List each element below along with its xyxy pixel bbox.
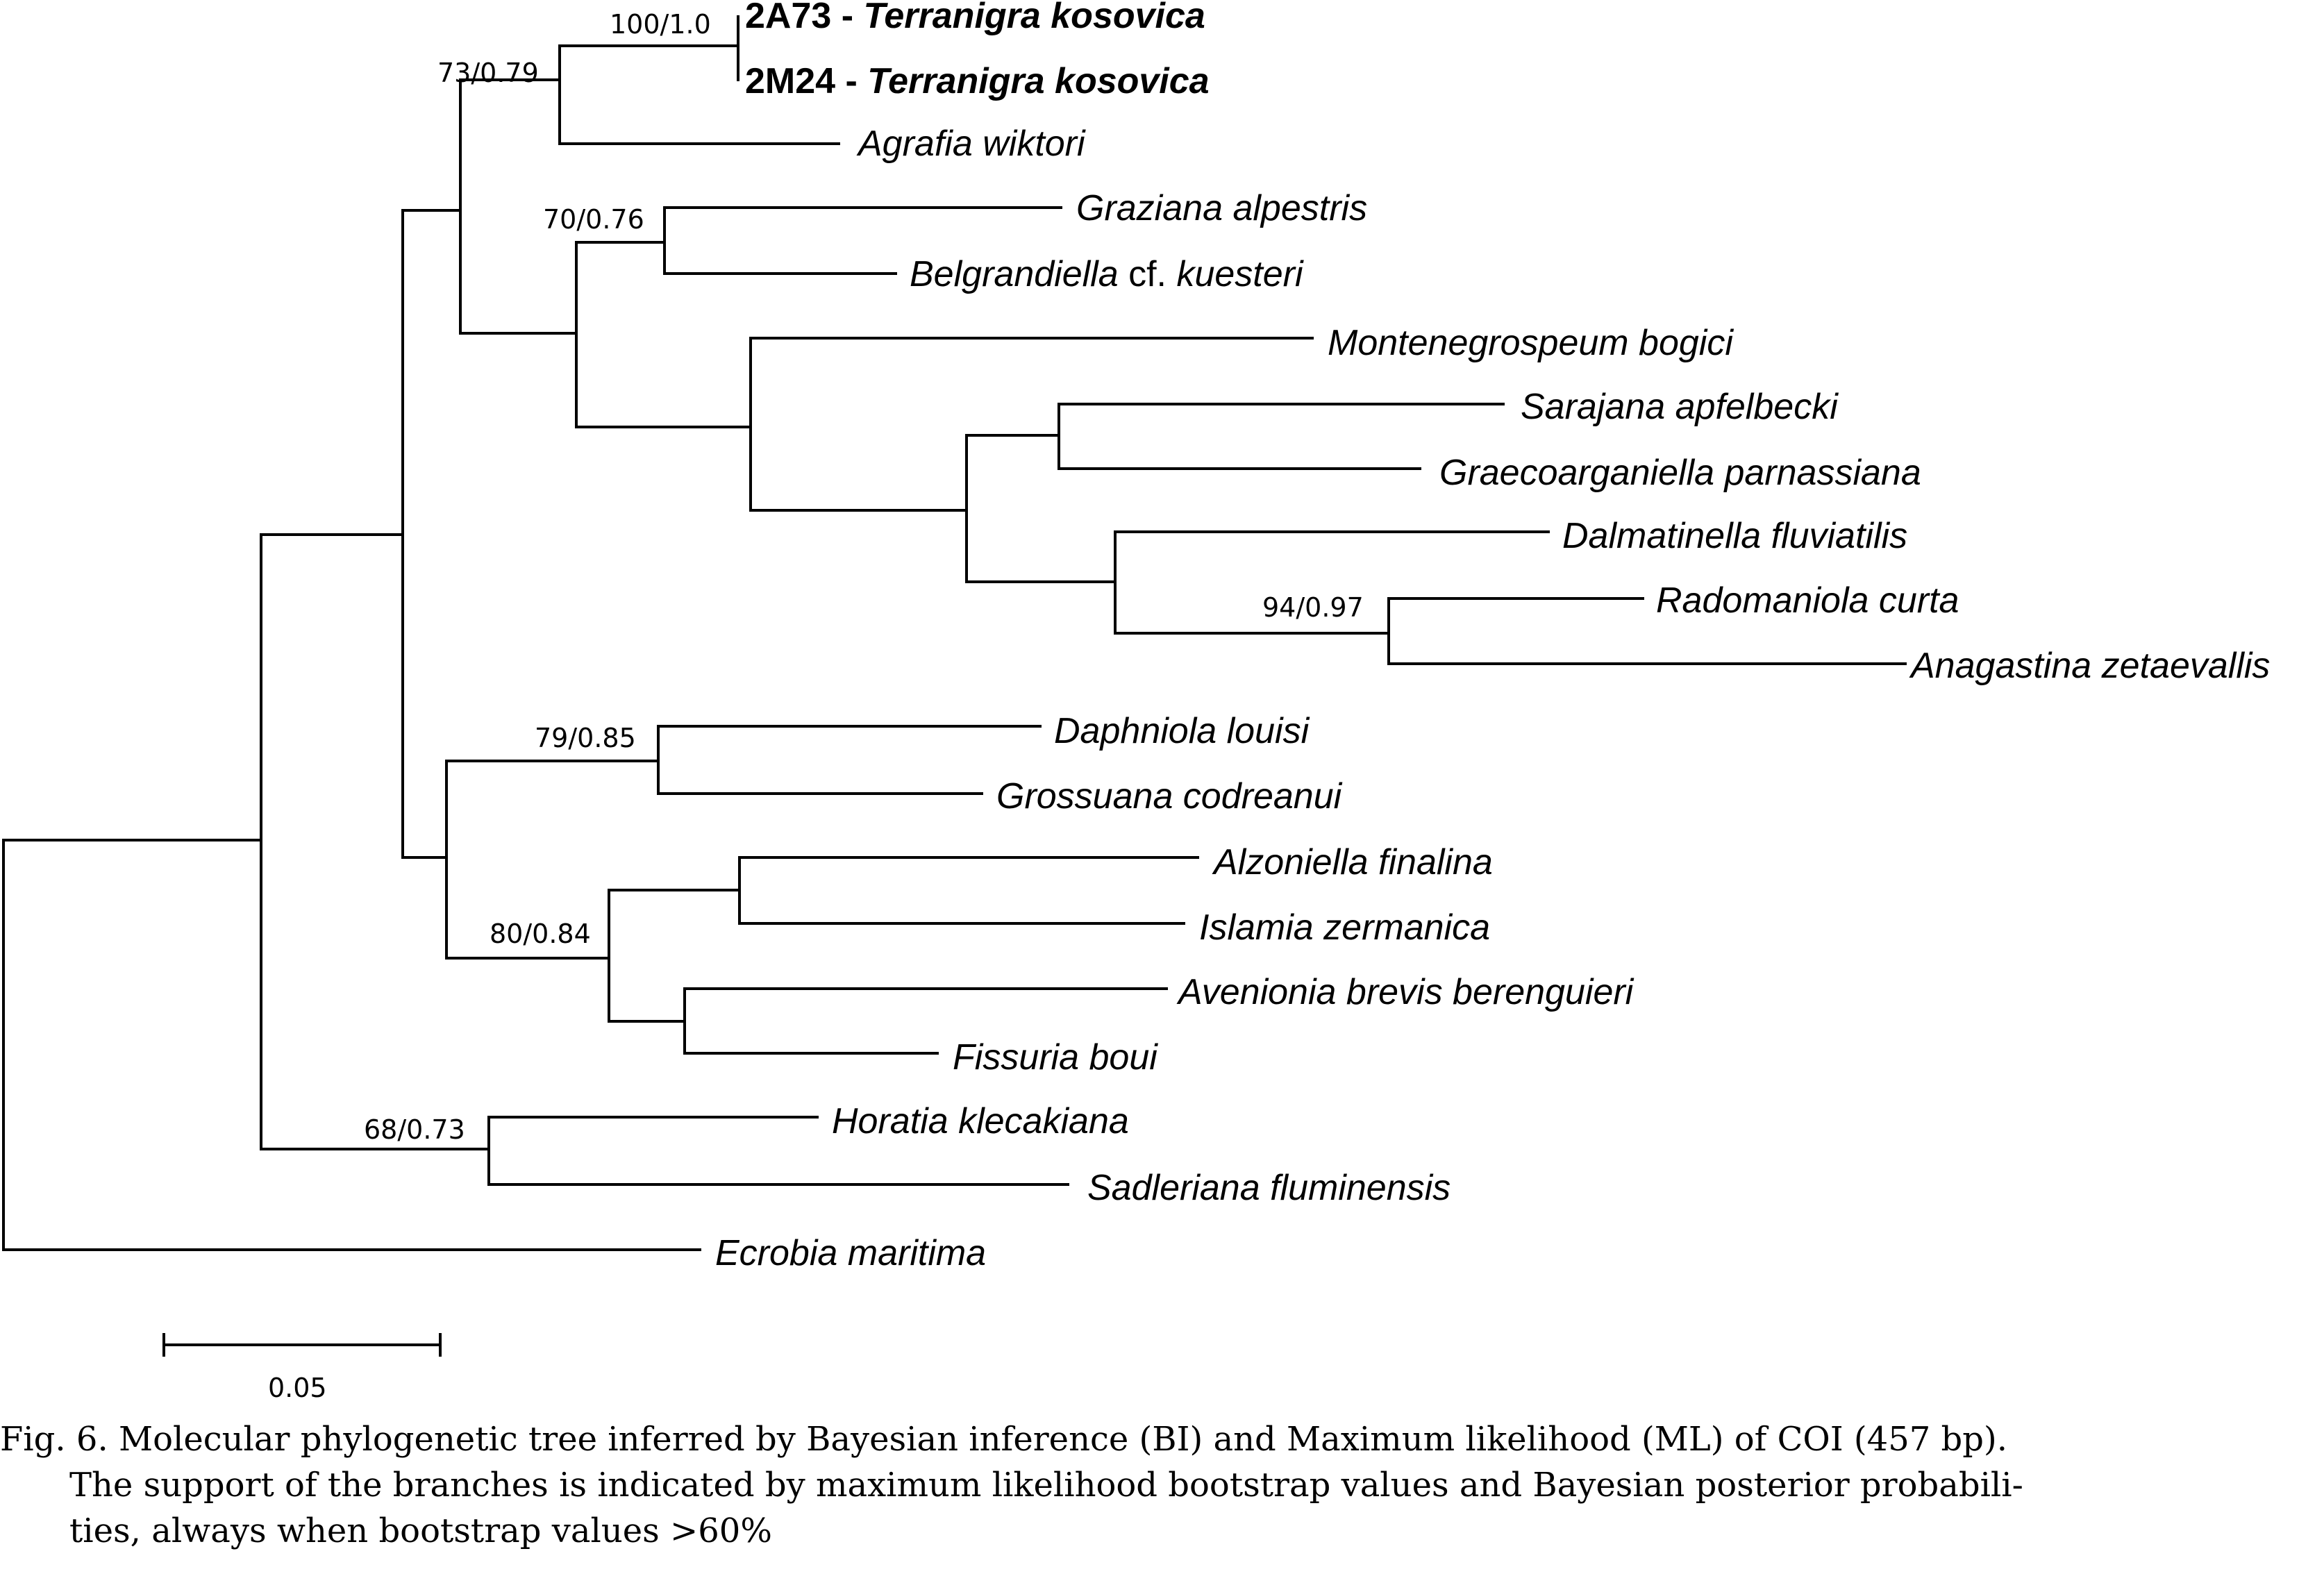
taxon-alzoniella: Alzoniella finalina [1214,842,1493,882]
support-radomaniola-anagastina: 94/0.97 [1262,592,1364,623]
taxon-islamia: Islamia zermanica [1199,907,1491,948]
taxon-dalmatinella: Dalmatinella fluviatilis [1562,516,1908,556]
taxon-radomaniola: Radomaniola curta [1656,580,1959,621]
support-terranigra-agrafia: 73/0.79 [437,58,539,88]
taxon-graziana: Graziana alpestris [1076,188,1368,228]
scale-bar-label: 0.05 [268,1373,327,1403]
support-terranigra: 100/1.0 [610,9,711,40]
taxon-graecoarganiella: Graecoarganiella parnassiana [1439,453,1921,493]
taxon-horatia: Horatia klecakiana [832,1101,1129,1141]
taxon-2m24: 2M24 - Terranigra kosovica [745,61,1210,101]
taxon-fissuria: Fissuria boui [953,1037,1157,1078]
taxon-anagastina: Anagastina zetaevallis [1911,646,2271,686]
taxon-ecrobia: Ecrobia maritima [715,1233,987,1273]
taxon-belgrandiella: Belgrandiella cf. kuesteri [910,254,1303,294]
taxon-grossuana: Grossuana codreanui [996,776,1342,816]
caption-line-3: ties, always when bootstrap values >60% [69,1511,772,1550]
taxon-labels [715,0,2270,1273]
taxon-daphniola: Daphniola louisi [1054,711,1310,751]
taxon-2a73: 2A73 - Terranigra kosovica [745,0,1205,36]
taxon-sadleriana: Sadleriana fluminensis [1087,1168,1451,1208]
taxon-montenegrospeum: Montenegrospeum bogici [1328,323,1733,363]
caption-line-1: Fig. 6. Molecular phylogenetic tree inferred by Bayesian inference (BI) and Maximum likelihood (ML) of COI (457 bp). [0,1420,2007,1459]
taxon-sarajana: Sarajana apfelbecki [1521,387,1838,427]
caption-line-2: The support of the branches is indicated by maximum likelihood bootstrap values and Bayesian posterior probabili- [69,1466,2023,1505]
taxon-avenionia: Avenionia brevis berenguieri [1178,972,1634,1012]
support-horatia-sadleriana: 68/0.73 [364,1114,465,1145]
support-alzoniella-fissuria: 80/0.84 [490,919,591,949]
figure-caption [0,1416,2324,1554]
scale-bar [164,1334,440,1403]
support-graziana-belgrandiella: 70/0.76 [543,204,644,235]
taxon-agrafia: Agrafia wiktori [858,124,1085,164]
support-daphniola-grossuana: 79/0.85 [535,723,636,753]
